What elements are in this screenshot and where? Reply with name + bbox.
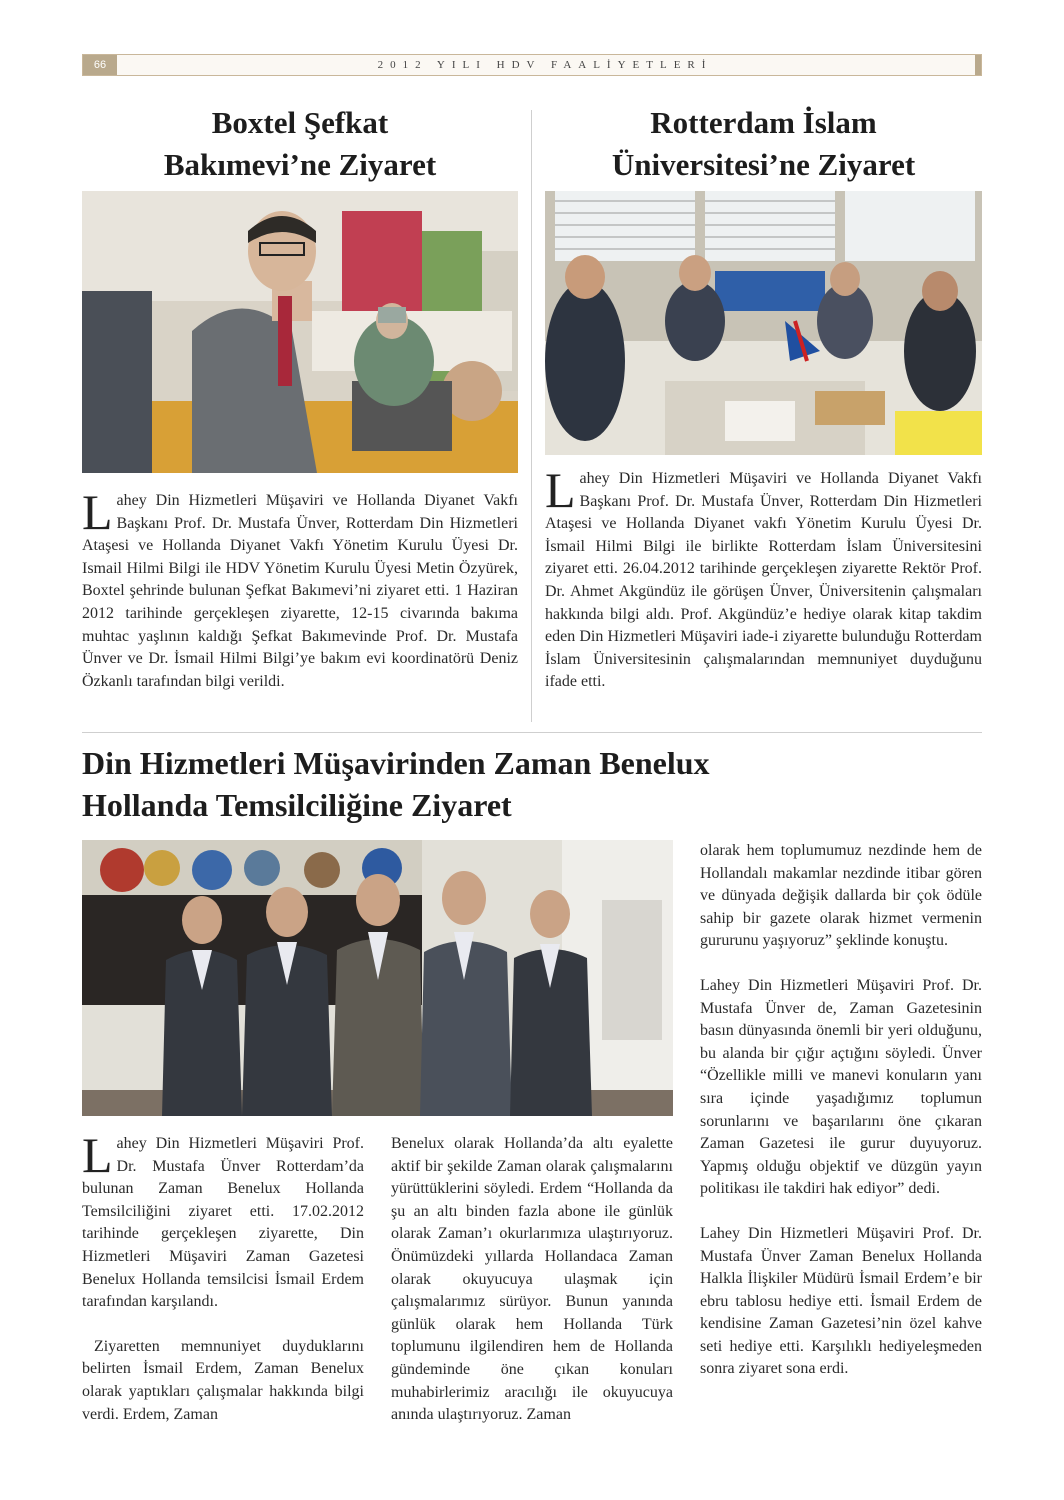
article1-title: [82, 102, 518, 186]
article3-col2-para: Benelux olarak Hollanda’da altı eyalette aktif bir şekilde Zaman olarak çalışmalarını yürüttüklerini söyledi. Erdem “Hollanda da şu an altı binden fazla abone ile günlük olarak Zaman’ı okurlarımıza ulaştırıyoruz. Önümüzdeki yıllarda Hollandaca Zaman olarak okuyucuya ulaşmak için çalışmalarımız sürüyor. Bunun yanında günlük olarak hem Hollanda Türk toplumunu ilgilendiren hem de Hollanda gündeminde öne çıkan konuları muhabirlerimiz aracılığı ile okuyucuya anında ulaştırıyoruz. Zaman: [391, 1135, 673, 1424]
header-end-mark: [975, 55, 981, 75]
article1-title-line2: Bakımevi’ne Ziyaret: [163, 147, 437, 182]
page-number: 66: [83, 55, 117, 75]
article3-dropcap: L: [82, 1127, 113, 1183]
article3-title: [82, 742, 982, 826]
article1-body: [82, 484, 518, 693]
article3-photo: [82, 840, 673, 1116]
article2-body: [545, 462, 982, 694]
article3-col3-para1: olarak hem toplumumuz nezdinde hem de Hollandalı makamlar nezdinde itibar gören ve dünyada değişik dallarda bir çok ödüle sahip bir gazete olarak hizmet vermenin gururunu yaşıyoruz” şeklinde konuştu.: [700, 842, 982, 950]
section-divider: [82, 732, 982, 733]
article3-title-line1: Din Hizmetleri Müşavirinden Zaman Benelux: [82, 745, 710, 781]
article3-col2: [391, 1133, 673, 1427]
column-divider: [531, 110, 532, 722]
article3-col1-text1: ahey Din Hizmetleri Müşaviri Prof. Dr. Mustafa Ünver Rotterdam’da bulunan Zaman Benelux Hollanda Temsilciliğini ziyaret etti. 17.02.2012 tarihinde gerçekleşen ziyarette, Din Hizmetleri Müşaviri Zaman Gazetesi Benelux Hollanda temsilcisi İsmail Erdem tarafından karşılandı.: [82, 1135, 364, 1311]
article3-col3-para3: Lahey Din Hizmetleri Müşaviri Prof. Dr. Mustafa Ünver Zaman Benelux Hollanda Halkla İlişkiler Müdürü İsmail Erdem’e bir ebru tablosu hediye etti. İsmail Erdem de kendisine Zaman Gazetesi’nin özel kahve seti hediye etti. Karşılıklı hediyeleşmeden sonra ziyaret sona erdi.: [700, 1224, 982, 1378]
article3-col1-para1: [82, 1127, 364, 1314]
article2-title: [545, 102, 982, 186]
article3-col1-para2: Ziyaretten memnuniyet duyduklarını belirten İsmail Erdem, Zaman Benelux olarak yaptıkları çalışmalar hakkında bilgi verdi. Erdem, Zaman: [82, 1337, 364, 1423]
article2-text: ahey Din Hizmetleri Müşaviri ve Hollanda Diyanet Vakfı Başkanı Prof. Dr. Mustafa Ünver, Rotterdam Din Hizmetleri Ataşesi ve Hollanda Diyanet vakfı Yönetim Kurulu Üyesi Dr. İsmail Hilmi Bilgi ile birlikte Rotterdam İslam Üniversitesini ziyaret etti. 26.04.2012 tarihinde gerçekleşen ziyarette Rektör Prof. Dr. Ahmet Akgündüz ile görüşen Ünver, Üniversitenin çalışmaları hakkında bilgi aldı. Prof. Akgündüz’e hediye olarak kitap takdim eden Din Hizmetleri Müşaviri iade-i ziyarette bulunduğu Rotterdam İslam Üniversitesinin çalışmalarından memnuniyet duyduğunu ifade etti.: [545, 470, 982, 691]
article1-dropcap: L: [82, 484, 113, 540]
article2-dropcap: L: [545, 462, 576, 518]
article1-title-line1: Boxtel Şefkat: [211, 105, 389, 140]
article2-title-line1: Rotterdam İslam: [650, 105, 877, 140]
article3-col3-para2: Lahey Din Hizmetleri Müşaviri Prof. Dr. Mustafa Ünver de, Zaman Gazetesinin basın dünyasında önemli bir yeri olduğunu, bu alanda bir çığır açtığını söyledi. Ünver “Özellikle milli ve manevi konuların yanı sıra içinde yaşadığımız toplumun sorunlarını ve başarılarını öne çıkaran Zaman Gazetesi ile gurur duyuyoruz. Yapmış olduğu objektif ve düzgün yayın politikası ile takdiri hak ediyor” dedi.: [700, 976, 982, 1198]
article2-title-line2: Üniversitesi’ne Ziyaret: [611, 147, 916, 182]
running-title: 2012 YILI HDV FAALİYETLERİ: [377, 59, 713, 71]
article3-col1: [82, 1127, 364, 1426]
article3-col3: [700, 840, 982, 1381]
article3-title-line2: Hollanda Temsilciliğine Ziyaret: [82, 787, 512, 823]
page-header: [82, 54, 982, 76]
article1-text: ahey Din Hizmetleri Müşaviri ve Hollanda Diyanet Vakfı Başkanı Prof. Dr. Mustafa Ünver, Rotterdam Din Hizmetleri Ataşesi ve Hollanda Diyanet Vakfı Yönetim Kurulu Üyesi Dr. Ismail Hilmi Bilgi ile HDV Yönetim Kurulu Üyesi Metin Özyürek, Boxtel şehrinde bulunan Şefkat Bakımevi’ni ziyaret etti. 1 Haziran 2012 tarihinde gerçekleşen ziyarette, 12-15 civarında bakıma muhtac yaşlının kaldığı Şefkat Bakımevinde Prof. Dr. Mustafa Ünver ve Dr. İsmail Hilmi Bilgi’ye bakım evi koordinatörü Deniz Özkanlı tarafından bilgi verildi.: [82, 492, 518, 690]
article1-photo: [82, 191, 518, 473]
article2-photo: [545, 191, 982, 455]
